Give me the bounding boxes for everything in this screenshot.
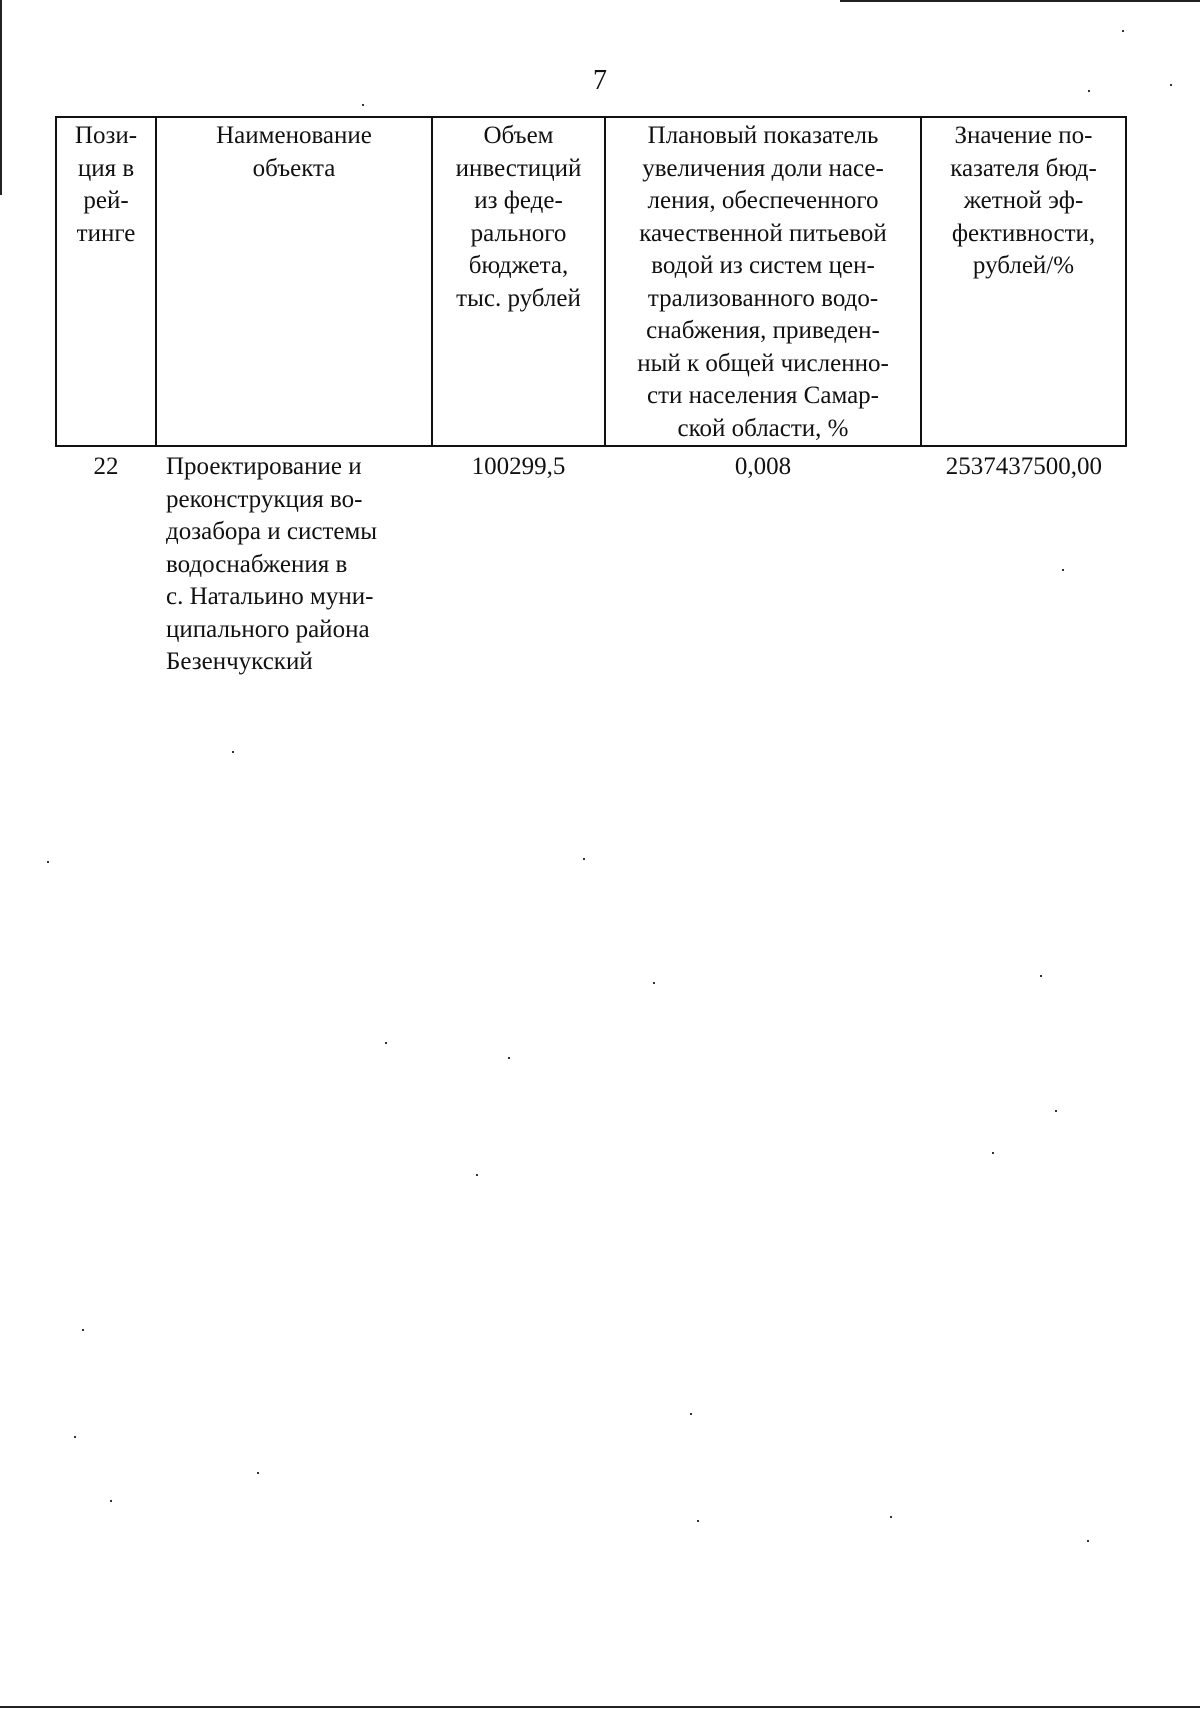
scan-speck <box>82 1329 84 1331</box>
scan-speck <box>257 1472 259 1474</box>
scan-speck <box>697 1520 699 1522</box>
scan-speck <box>47 861 49 863</box>
cell-planned-indicator: 0,008 <box>734 453 792 480</box>
scan-speck <box>890 1516 892 1518</box>
scan-speck <box>1040 975 1042 977</box>
scan-speck <box>1055 1110 1057 1112</box>
table-header-row <box>56 117 1126 446</box>
page-number: 7 <box>593 65 607 96</box>
scan-speck <box>992 1152 994 1154</box>
table-row <box>56 446 1126 679</box>
cell-object-name: Проектирование и реконструкция во- дозабора и системы водоснабжения в с. Натальино муни- ципального района Безенчукский <box>166 453 378 675</box>
cell-rating-position: 22 <box>93 453 119 480</box>
scan-speck <box>508 1057 510 1059</box>
scan-speck <box>583 858 585 860</box>
cell-budget-efficiency: 2537437500,00 <box>945 453 1102 480</box>
scan-speck <box>1122 30 1124 32</box>
scan-speck <box>653 982 655 984</box>
header-budget-efficiency: Значение по- казателя бюд- жетной эф- фективности, рублей/% <box>921 117 1126 446</box>
header-planned-indicator: Плановый показатель увеличения доли насе- ления, обеспеченного качественной питьевой водой из систем цен- трализованного водо- снабжения, приведен- ный к общей численно- сти населения Самар- ской области, % <box>605 117 921 446</box>
scan-speck <box>476 1174 478 1176</box>
header-object-name: Наименование объекта <box>156 117 432 446</box>
scan-speck <box>385 1042 387 1044</box>
scan-speck <box>232 751 234 753</box>
scan-edge-mark-bottom <box>0 1706 1200 1708</box>
scan-speck <box>362 104 364 106</box>
cell-investment-volume: 100299,5 <box>471 453 566 480</box>
header-rating-position: Пози- ция в рей- тинге <box>56 117 156 446</box>
scan-speck <box>110 1500 112 1502</box>
scan-edge-mark-top <box>840 0 1200 2</box>
scan-speck <box>74 1436 76 1438</box>
investment-table <box>55 116 1127 679</box>
header-investment-volume: Объем инвестиций из феде- рального бюджета, тыс. рублей <box>432 117 605 446</box>
scan-speck <box>690 1413 692 1415</box>
scan-speck <box>1087 1540 1089 1542</box>
